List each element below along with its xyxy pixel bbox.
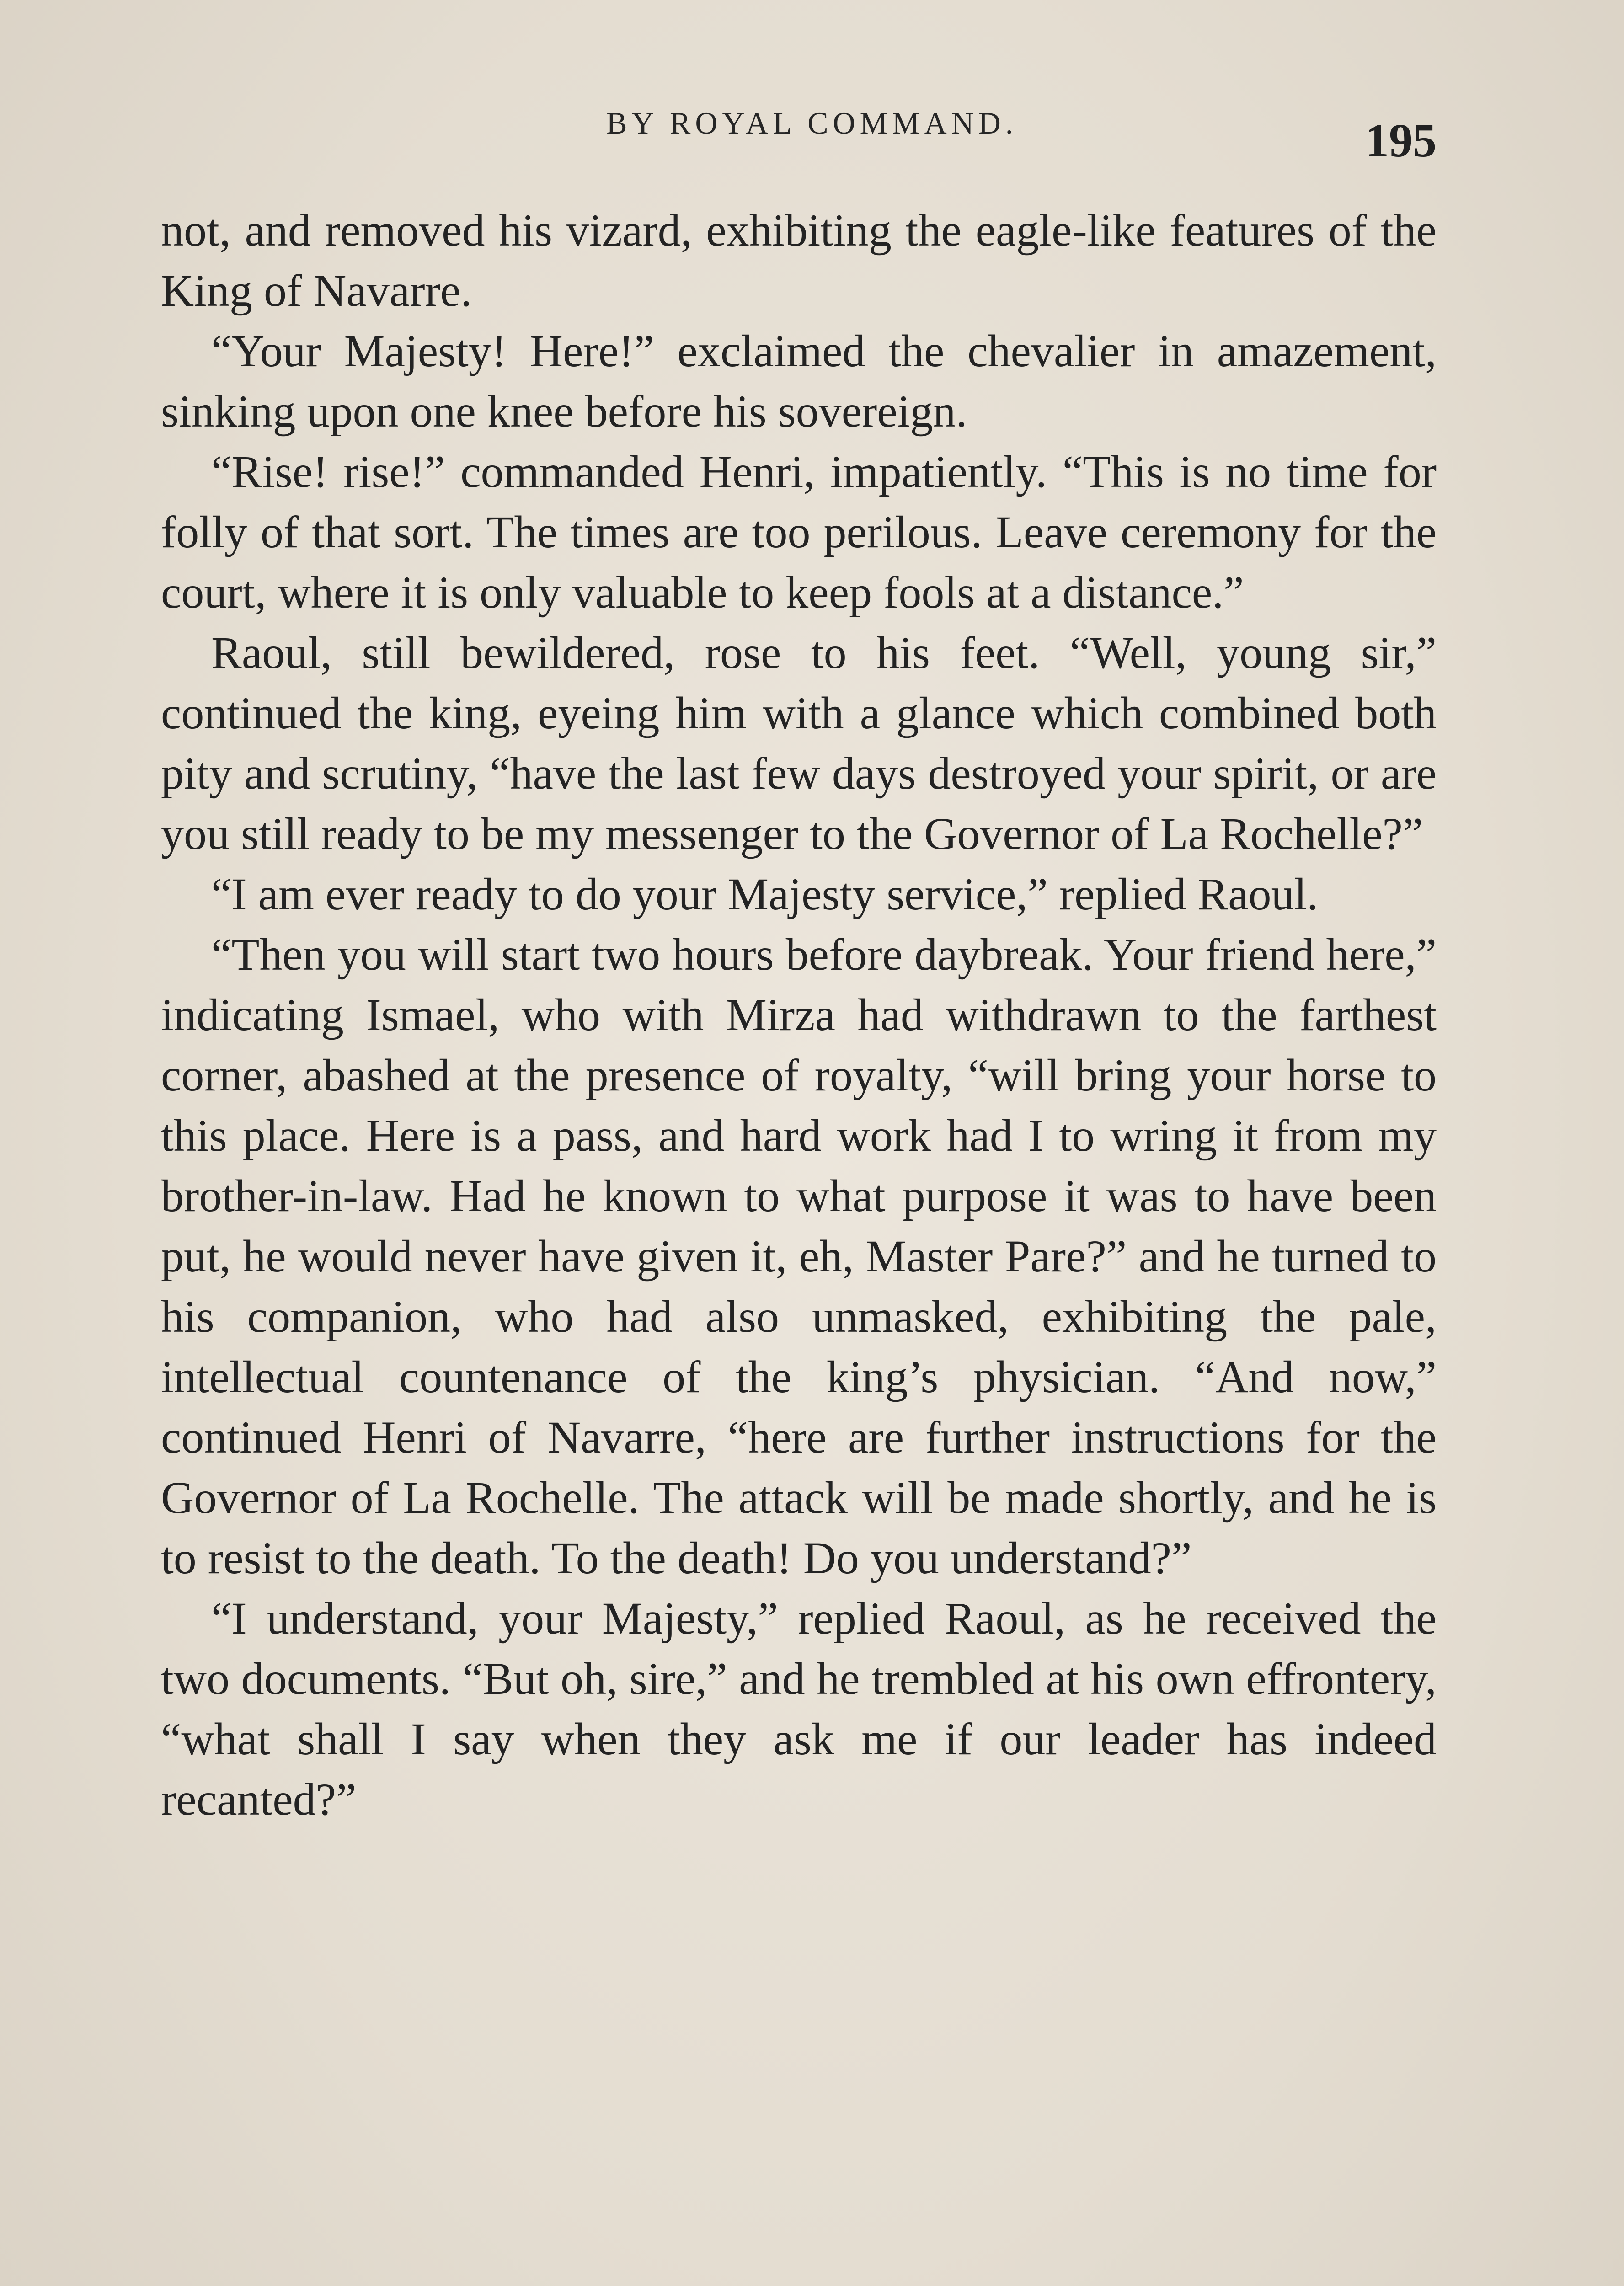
paragraph: Raoul, still bewildered, rose to his feet. “Well, young sir,” continued the king, eyeing him with a glance which combined both pity and scrutiny, “have the last few days destroyed your spirit, or are you still ready to be my messenger to the Governor of La Rochelle?” xyxy=(161,627,1437,859)
body-text xyxy=(161,200,1437,1830)
paragraph: “I am ever ready to do your Majesty service,” replied Raoul. xyxy=(211,869,1319,919)
paragraph: “Then you will start two hours before daybreak. Your friend here,” indicating Ismael, who with Mirza had withdrawn to the farthest corner, abashed at the presence of royalty, “will bring your horse to this place. Here is a pass, and hard work had I to wring it from my brother-in-law. Had he known to what purpose it was to have been put, he would never have given it, eh, Master Pare?” and he turned to his companion, who had also unmasked, exhibiting the pale, intellectual countenance of the king’s physician. “And now,” continued Henri of Navarre, “here are further instructions for the Governor of La Rochelle. The attack will be made shortly, and he is to resist to the death. To the death! Do you understand?” xyxy=(161,929,1437,1583)
paragraph: “Your Majesty! Here!” exclaimed the chevalier in amazement, sinking upon one knee before his sovereign. xyxy=(161,326,1437,437)
paragraph: “I understand, your Majesty,” replied Raoul, as he received the two documents. “But oh, sire,” and he trembled at his own effrontery, “what shall I say when they ask me if our leader has indeed recanted?” xyxy=(161,1593,1437,1825)
paragraph: “Rise! rise!” commanded Henri, impatiently. “This is no time for folly of that sort. The times are too perilous. Leave ceremony for the court, where it is only valuable to keep fools at a distance.” xyxy=(161,446,1437,618)
page-number: 195 xyxy=(1365,114,1437,167)
running-title: BY ROYAL COMMAND. xyxy=(606,106,1018,140)
paragraph: not, and removed his vizard, exhibiting the eagle-like features of the King of Navarre. xyxy=(161,205,1437,316)
